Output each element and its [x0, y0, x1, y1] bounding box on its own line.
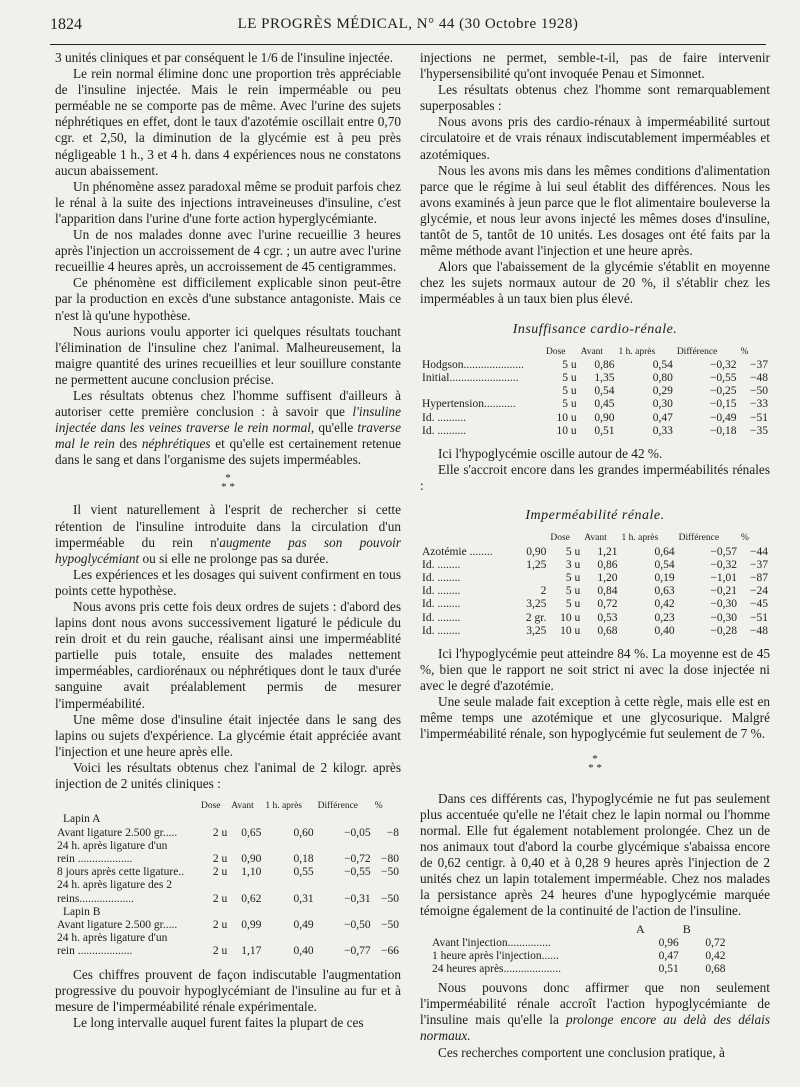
- text-run: et qu'elle est certainement retenue dans le sang et dans l'organisme des sujets imperméables.: [55, 436, 401, 468]
- table-header-row: [420, 532, 770, 545]
- star-pair: [55, 483, 401, 492]
- table-cell: 0,72: [597, 598, 618, 611]
- paragraph: Une même dose d'insuline était injectée dans le sang des lapins ou sujets d'expérience. La glycémie était appréciée avant l'injection et une heure après elle.: [55, 711, 401, 759]
- table-cell: 5 u: [562, 372, 577, 384]
- table-cell: 0,90: [594, 411, 615, 424]
- paragraph: Un de nos malades donne avec l'urine recueillie 3 heures après l'injection un accroissement de 4 cgr. ; un autre avec l'urine recueillie 4 heures après, un accroissement de 45 centigrammes.: [55, 227, 401, 275]
- table-cell: 10 u: [556, 411, 577, 424]
- table-cell: 0,86: [597, 558, 618, 571]
- table-cell: 0,99: [241, 918, 262, 931]
- table-header-row: [430, 923, 728, 936]
- page-number: 1824: [50, 16, 82, 33]
- table-cell: 2 u: [212, 892, 228, 905]
- row-label-line: Avant ligature 2.500 gr.....: [57, 918, 178, 931]
- star-pair: [420, 761, 770, 774]
- table-cell: 5 u: [565, 572, 581, 584]
- paragraph: Dans ces différents cas, l'hypoglycémie ne fut pas seulement plus accentuée qu'elle ne l'était chez le lapin normal ou l'homme normal. Elle fut également notablement prolongée. Chez un de nos animaux tout d'abord la courbe glycémique s'abaissa encore de 0,62 centigr. à 0,40 et à 0,28 9 heures après l'injection de 2 unités chez un lapin totalement imperméable. Chez nos malades la persistance après 24 heures d'une hypoglycémie marquée témoigne également de la continuité de l'action de l'insuline.: [420, 790, 770, 919]
- table-cell: 0,23: [654, 611, 675, 624]
- table-cell: −0,32: [710, 558, 738, 571]
- table-cell: −0,28: [710, 624, 738, 637]
- group-label: Lapin B: [63, 905, 101, 918]
- table-cell: −24: [750, 585, 768, 598]
- table-cell: −0,32: [709, 358, 737, 371]
- text-run: Il vient naturellement à l'esprit de rechercher si cette rétention de l'insuline introduite dans la circulation d'un imperméable du rein n': [55, 502, 401, 550]
- table-row: [420, 585, 770, 598]
- group-label-row: [55, 813, 401, 826]
- table-cell: 5 u: [562, 398, 577, 411]
- row-label-line: 8 jours après cette ligature..: [57, 866, 185, 879]
- row-label: Id. ........: [422, 558, 461, 571]
- table-cell: 0,31: [293, 892, 314, 905]
- row-label: Hodgson.....................: [422, 358, 524, 371]
- rabbit-results-table: [55, 800, 401, 958]
- cardio-renal-table: [420, 346, 770, 438]
- row-label: Azotémie ........: [422, 545, 493, 558]
- column-header: B: [682, 922, 691, 937]
- row-label: Initial........................: [422, 372, 519, 384]
- row-label-line: 24 h. après ligature d'un: [57, 932, 168, 945]
- column-header: Différence: [676, 346, 718, 357]
- table-cell: 5 u: [565, 545, 581, 558]
- table-cell: 0,96: [658, 936, 679, 949]
- text-run: Les résultats obtenus chez l'homme suffisent d'ailleurs à autoriser cette première conclusion : à savoir que: [55, 387, 401, 420]
- table-cell: −0,25: [709, 385, 737, 398]
- paragraph: Nous aurions voulu apporter ici quelques résultats touchant l'élimination de l'insuline chez l'animal. Malheureusement, la maigre quantité des urines recueillies et leur souillure constante ne permettent aucune conclusion précise.: [55, 323, 401, 387]
- row-label: [420, 385, 544, 398]
- row-label: Id. ........: [422, 611, 461, 624]
- paragraph: Ces recherches comportent une conclusion pratique, à: [438, 1044, 725, 1060]
- table-row: [420, 398, 770, 411]
- table-row: [55, 879, 401, 905]
- table-cell: 2: [540, 585, 547, 598]
- table-cell: 0,29: [652, 385, 673, 398]
- paragraph: Nous les avons mis dans les mêmes conditions d'alimentation parce que le régime à lui seul établit des différences. Nous les avons examinés à jeun parce que le flot alimentaire bouleverse la glycémie, et nous leur avons injecté les mêmes doses d'insuline, tantôt de 5, tantôt de 10 unités. Les dosages ont été faits par la même méthode avant l'injection et une heure après.: [420, 162, 770, 259]
- column-header: Avant: [580, 346, 604, 357]
- paragraph: Elle s'accroit encore dans les grandes imperméabilités rénales :: [420, 462, 770, 494]
- table-cell: 2 u: [212, 918, 228, 931]
- paragraph: Ce phénomène est difficilement explicable sinon peut-être par la production en excès d'une substance antagoniste. Mais ce n'est là qu'une hypothèse.: [55, 275, 401, 323]
- row-label: 1 heure après l'injection......: [432, 949, 559, 962]
- table-cell: −0,30: [710, 611, 738, 624]
- persistence-table: [430, 923, 728, 976]
- row-label: [55, 919, 199, 932]
- table-cell: −45: [750, 598, 768, 611]
- row-label: [55, 866, 199, 879]
- column-header: %: [741, 533, 749, 544]
- table-cell: −0,55: [709, 372, 737, 384]
- table-cell: 0,62: [241, 892, 262, 905]
- table-row: [420, 572, 770, 585]
- group-label: Lapin A: [63, 813, 101, 826]
- italic-run: l'insuline injectée dans les veines traverse le rein normal,: [55, 404, 401, 436]
- table-row: [420, 612, 770, 625]
- table-cell: 0,84: [597, 585, 618, 598]
- table-cell: 0,72: [705, 936, 726, 949]
- star: *: [588, 761, 594, 774]
- row-label: Id. ..........: [422, 424, 467, 437]
- table-cell: 0,64: [654, 545, 675, 558]
- table-title: Imperméabilité rénale.: [525, 508, 665, 524]
- paragraph: Une seule malade fait exception à cette règle, mais elle est en même temps une azotémique et une glycosurique. Malgré l'imperméabilité rénale, son hypoglycémie fut seulement de 7 %.: [420, 694, 770, 742]
- paragraph: [420, 980, 770, 1044]
- section-separator: [420, 752, 770, 774]
- star: *: [221, 481, 227, 494]
- table-cell: [514, 572, 548, 585]
- table-title: Insuffisance cardio-rénale.: [512, 321, 678, 337]
- column-header: 1 h. après: [621, 533, 659, 544]
- row-label-line: rein ...................: [57, 945, 133, 958]
- row-label-line: 24 h. après ligature d'un: [57, 839, 168, 852]
- table-cell: −50: [381, 918, 399, 931]
- column-header: Dose: [550, 533, 570, 544]
- table-cell: 2 u: [212, 866, 228, 879]
- column-header: 1 h. après: [265, 801, 302, 812]
- table-row: [420, 385, 770, 398]
- table-row: [55, 932, 401, 958]
- row-label: Hypertension...........: [422, 398, 516, 411]
- table-cell: 0,40: [654, 624, 675, 637]
- table-cell: −0,50: [344, 918, 371, 931]
- italic-run: néphrétiques: [141, 436, 211, 452]
- star: *: [225, 472, 231, 485]
- table-cell: 0,49: [293, 918, 314, 931]
- row-label: Id. ........: [422, 572, 461, 584]
- table-cell: 0,53: [597, 611, 618, 624]
- table-cell: −0,77: [344, 945, 371, 958]
- table-cell: 0,40: [293, 945, 314, 958]
- header-rule: [50, 44, 766, 45]
- table-row: [55, 840, 401, 866]
- table-cell: −48: [750, 372, 768, 384]
- text-run: ou si elle ne prolonge pas sa durée.: [139, 550, 329, 566]
- row-label: [55, 879, 199, 905]
- table-cell: 1,10: [241, 866, 262, 879]
- table-cell: −51: [750, 611, 768, 624]
- table-cell: 0,47: [658, 949, 679, 962]
- table-cell: 0,33: [652, 424, 673, 437]
- table-cell: 0,51: [594, 424, 615, 437]
- paragraph: [55, 388, 401, 468]
- column-header: Dose: [546, 346, 566, 357]
- italic-run: augmente pas son pouvoir hypoglycémiant: [55, 534, 401, 566]
- row-label-line: 24 h. après ligature des 2: [57, 879, 172, 892]
- row-label: [55, 932, 199, 958]
- table-row: [420, 412, 770, 425]
- table-cell: 0,51: [658, 962, 679, 975]
- table-cell: 0,80: [652, 372, 673, 384]
- paragraph: [55, 502, 401, 566]
- table-cell: −0,72: [344, 852, 371, 865]
- group-label-row: [55, 906, 401, 919]
- table-row: [420, 625, 770, 638]
- table-cell: 0,45: [594, 398, 615, 411]
- row-label: Id. ........: [422, 585, 461, 598]
- paragraph: Le rein normal élimine donc une proportion très appréciable de l'insuline injectée. Mais le rein imperméable ou peu perméable ne se comporte pas de même. Avec l'urine des sujets néphrétiques en effet, dont le taux d'azotémie oscillait entre 0,70 cgr. et 2,50, la diminution de la glycémie est à peu près négligeable 1 h., 3 et 4 h. dans 4 expériences nous ne constatons aucun abaissement.: [55, 66, 401, 178]
- table-cell: −87: [750, 572, 768, 584]
- table-cell: 2 u: [212, 852, 228, 865]
- table-cell: 0,19: [654, 572, 675, 584]
- table-cell: 1,35: [594, 372, 615, 384]
- table-cell: 10 u: [556, 424, 577, 437]
- column-header: Avant: [231, 801, 254, 812]
- section-separator: [55, 474, 401, 492]
- table-cell: −0,21: [710, 585, 738, 598]
- table-cell: 2 u: [212, 945, 228, 958]
- row-label: Avant l'injection...............: [432, 936, 551, 949]
- table-cell: −0,05: [344, 826, 371, 839]
- row-label-line: reins...................: [57, 892, 134, 905]
- table-cell: −0,15: [709, 398, 737, 411]
- paragraph: Ici l'hypoglycémie oscille autour de 42 %.: [438, 446, 663, 462]
- table-cell: −0,55: [344, 866, 371, 879]
- table-cell: 1,20: [597, 572, 618, 584]
- table-cell: −33: [750, 398, 768, 411]
- paragraph: Les résultats obtenus chez l'homme sont remarquablement superposables :: [420, 82, 770, 114]
- table-cell: 0,60: [293, 826, 314, 839]
- table-cell: 0,90: [526, 545, 547, 558]
- text-run: des: [114, 436, 142, 452]
- paragraph: Alors que l'abaissement de la glycémie s'établit en moyenne chez les sujets normaux autour de 20 %, il s'établir chez les imperméables à un taux bien plus élevé.: [420, 259, 770, 307]
- table-cell: 1,17: [241, 945, 262, 958]
- table-cell: 0,54: [652, 358, 673, 371]
- paragraph: Ici l'hypoglycémie peut atteindre 84 %. La moyenne est de 45 %, bien que le rapport ne soit strict ni avec la dose injectée ni avec le degré d'azotémie.: [420, 646, 770, 694]
- table-cell: 5 u: [562, 385, 577, 398]
- table-cell: −37: [750, 358, 768, 371]
- page-header: [50, 6, 766, 40]
- table-header-row: [420, 346, 770, 359]
- renal-impermeability-table: [420, 532, 770, 638]
- column-header: Différence: [317, 801, 359, 812]
- table-cell: −0,18: [709, 424, 737, 437]
- table-cell: 0,30: [652, 398, 673, 411]
- column-header: Différence: [678, 533, 720, 544]
- star: *: [592, 752, 598, 765]
- table-row: [430, 950, 728, 963]
- row-label: Id. ........: [422, 598, 461, 611]
- table-row: [55, 827, 401, 840]
- row-label: 24 heures après....................: [432, 962, 562, 975]
- table-row: [430, 963, 728, 976]
- table-row: [420, 425, 770, 438]
- table-cell: 3,25: [526, 624, 547, 637]
- table-cell: 0,54: [594, 385, 615, 398]
- table-row: [420, 559, 770, 572]
- table-cell: 2 gr.: [525, 611, 547, 624]
- star: *: [596, 761, 602, 774]
- row-label: Id. ..........: [422, 411, 467, 424]
- table-cell: −0,57: [710, 545, 738, 558]
- paragraph: Les expériences et les dosages qui suivent confirment en tous points cette hypothèse.: [55, 566, 401, 598]
- table-cell: 1,25: [526, 558, 547, 571]
- paragraph: Voici les résultats obtenus chez l'animal de 2 kilogr. après injection de 2 unités cliniques :: [55, 759, 401, 792]
- table-row: [430, 937, 728, 950]
- table-cell: 0,47: [652, 411, 673, 424]
- table-cell: −51: [750, 411, 768, 424]
- table-cell: 3,25: [526, 598, 547, 611]
- table-row: [420, 372, 770, 385]
- table-cell: 0,18: [293, 852, 314, 865]
- text-run: Nous pouvons donc affirmer que non seulement l'imperméabilité rénale accroît l'action hypoglycémiante de l'insuline mais qu'elle la: [420, 980, 770, 1028]
- table-cell: −8: [386, 826, 399, 839]
- paragraph: Ces chiffres prouvent de façon indiscutable l'augmentation progressive du pouvoir hypoglycémiant de l'insuline au fur et à mesure de l'imperméabilité rénale expérimentale.: [55, 966, 401, 1014]
- table-cell: −0,31: [344, 892, 371, 905]
- table-cell: 1,21: [597, 545, 618, 558]
- table-cell: 5 u: [565, 598, 581, 611]
- table-cell: 0,68: [705, 962, 726, 975]
- text-run: qu'elle: [314, 420, 358, 436]
- table-row: [55, 919, 401, 932]
- column-header: Dose: [201, 801, 221, 812]
- table-row: [420, 598, 770, 611]
- column-header: %: [374, 801, 383, 812]
- table-cell: −66: [381, 945, 399, 958]
- table-cell: −0,30: [710, 598, 738, 611]
- table-cell: 0,42: [705, 949, 726, 962]
- paragraph: Nous avons pris cette fois deux ordres de sujets : d'abord des lapins dont nous avons successivement ligaturé le pédicule du rein droit et du rein gauche, réalisant ainsi une imperméablité partielle puis totale, ensuite des malades nettement imperméables, cardiorénaux ou néphrétiques dont le taux d'urée sanguine avait préalablement permis de mesurer l'imperméabilité.: [55, 599, 401, 711]
- table-cell: 0,90: [241, 852, 262, 865]
- table-cell: 0,65: [241, 826, 262, 839]
- table-cell: 2 u: [212, 826, 228, 839]
- table-header-row: [55, 800, 401, 813]
- table-cell: 10 u: [560, 611, 581, 624]
- journal-title: LE PROGRÈS MÉDICAL, N° 44 (30 Octobre 1928): [237, 16, 579, 32]
- paragraph: Un phénomène assez paradoxal même se produit parfois chez le rénal à la suite des injections intraveineuses d'insuline, c'est l'apparition dans l'urine d'une forte action hyperglycémiante.: [55, 178, 401, 226]
- table-cell: −0,49: [709, 411, 737, 424]
- left-column: [55, 50, 401, 1031]
- table-row: [420, 359, 770, 372]
- table-cell: −1,01: [710, 572, 738, 584]
- table-cell: 0,63: [654, 585, 675, 598]
- row-label-line: Avant ligature 2.500 gr.....: [57, 826, 178, 839]
- table-cell: −50: [381, 892, 399, 905]
- column-header: %: [740, 346, 749, 357]
- table-cell: 5 u: [562, 358, 577, 371]
- table-cell: −35: [750, 424, 768, 437]
- table-cell: −50: [381, 866, 399, 879]
- table-cell: 0,42: [654, 598, 675, 611]
- paragraph: 3 unités cliniques et par conséquent le 1/6 de l'insuline injectée.: [55, 50, 394, 65]
- table-cell: −50: [750, 385, 768, 398]
- table-row: [420, 546, 770, 559]
- star: *: [229, 481, 235, 494]
- table-cell: 0,68: [597, 624, 618, 637]
- column-header: Avant: [584, 533, 607, 544]
- table-cell: −37: [750, 558, 768, 571]
- paragraph: Le long intervalle auquel furent faites la plupart de ces: [73, 1014, 364, 1030]
- table-cell: 0,86: [594, 358, 615, 371]
- italic-run: prolonge encore au delà des délais normaux.: [420, 1012, 770, 1044]
- italic-run: traverse mal le rein: [55, 420, 401, 452]
- row-label: [55, 827, 199, 840]
- table-cell: −48: [750, 624, 768, 637]
- column-header: A: [636, 922, 645, 937]
- table-cell: −80: [381, 852, 399, 865]
- table-cell: 10 u: [560, 624, 581, 637]
- paragraph: injections ne permet, semble-t-il, pas de faire intervenir l'hypersensibilité qu'ont invoquée Penau et Simonnet.: [420, 50, 770, 82]
- row-label: Id. ........: [422, 624, 461, 637]
- right-column: [420, 50, 770, 1061]
- table-cell: 3 u: [565, 558, 581, 571]
- table-cell: 5 u: [565, 585, 581, 598]
- row-label-line: rein ...................: [57, 852, 133, 865]
- table-cell: 0,55: [293, 866, 314, 879]
- table-row: [55, 866, 401, 879]
- column-header: 1 h. après: [618, 346, 656, 357]
- table-cell: −44: [750, 545, 768, 558]
- table-cell: 0,54: [654, 558, 675, 571]
- paragraph: Nous avons pris des cardio-rénaux à imperméabilité surtout circulatoire et de vrais rénaux indiscutablement imperméables et azotémiques.: [420, 114, 770, 162]
- row-label: [55, 840, 199, 866]
